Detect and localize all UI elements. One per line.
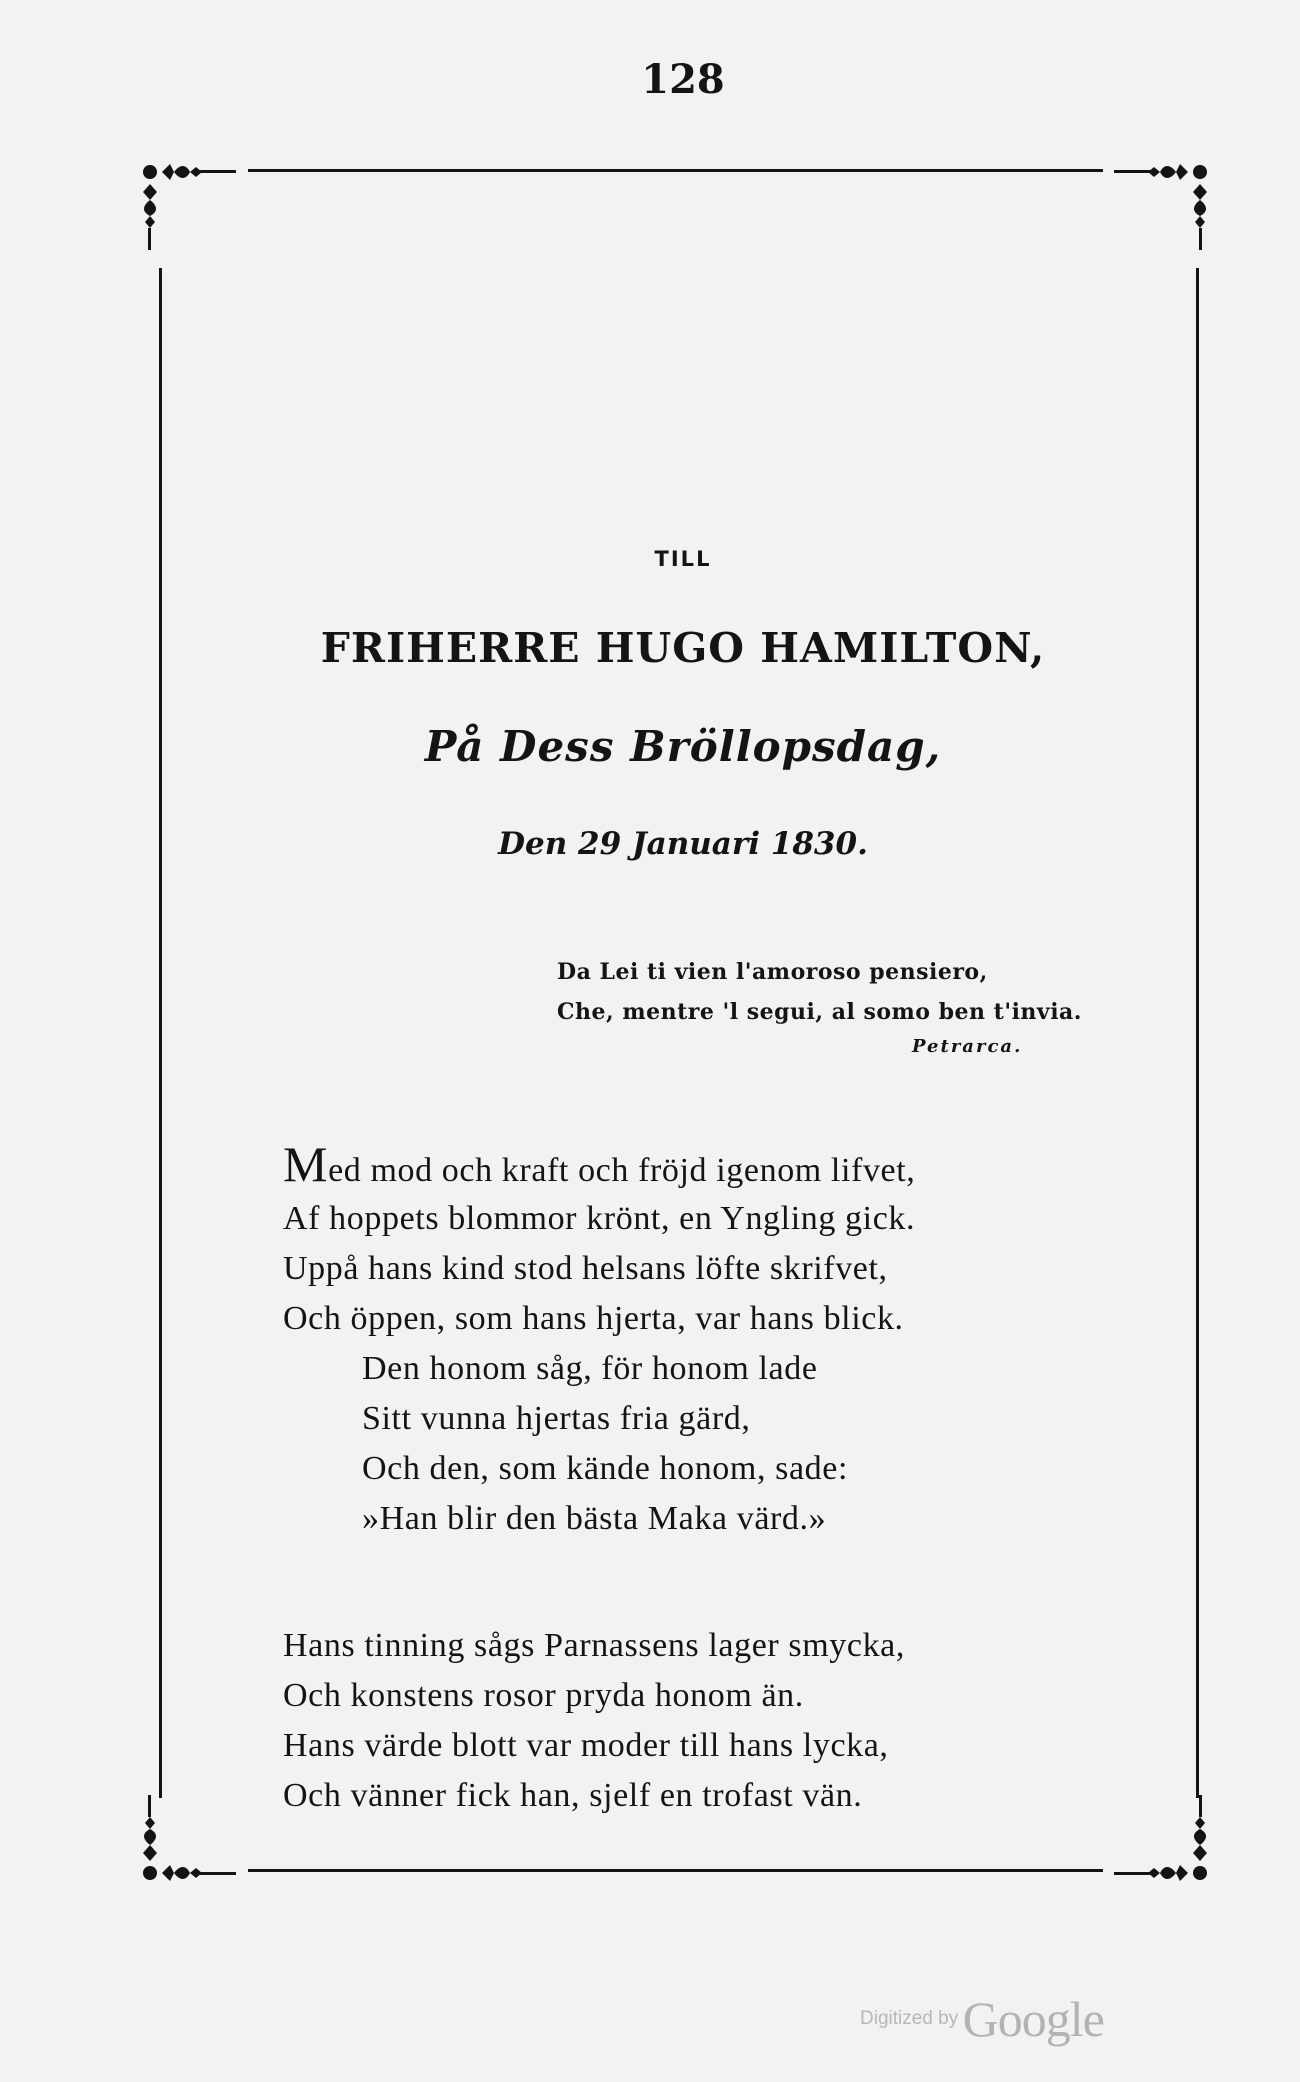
floral-corner-icon: [138, 150, 238, 250]
heading-occasion: På Dess Bröllopsdag,: [424, 722, 942, 771]
poem-line: Och den, som kände honom, sade:: [362, 1450, 849, 1487]
epigraph-line: Che, mentre 'l segui, al somo ben t'invia.: [557, 999, 1082, 1025]
frame-line-left: [159, 268, 162, 1798]
heading-till: TILL: [654, 547, 712, 571]
watermark-brand: Google: [962, 1991, 1104, 2047]
poem-line: Den honom såg, för honom lade: [362, 1350, 818, 1387]
poem-line: Och vänner fick han, sjelf en trofast vän.: [283, 1777, 863, 1814]
poem-line: Och konstens rosor pryda honom än.: [283, 1677, 804, 1714]
epigraph-source: Petrarca.: [912, 1036, 1023, 1057]
floral-corner-icon: [1112, 1795, 1212, 1895]
poem-line: Sitt vunna hjertas fria gärd,: [362, 1400, 751, 1437]
poem-line: Uppå hans kind stod helsans löfte skrifvet,: [283, 1250, 888, 1287]
drop-cap: M: [283, 1136, 329, 1192]
stanza-1: [283, 1136, 916, 1544]
floral-corner-icon: [1112, 150, 1212, 250]
poem-line: Hans värde blott var moder till hans lycka,: [283, 1727, 889, 1764]
poem-line: [283, 1136, 916, 1194]
stanza-2: [283, 1621, 905, 1821]
poem-line: »Han blir den bästa Maka värd.»: [362, 1500, 827, 1537]
poem-line: Hans tinning sågs Parnassens lager smycka,: [283, 1627, 905, 1664]
heading-recipient: FRIHERRE HUGO HAMILTON,: [320, 624, 1046, 672]
frame-line-right: [1196, 268, 1199, 1798]
poem-line: Och öppen, som hans hjerta, var hans blick.: [283, 1300, 904, 1337]
poem-line: Af hoppets blommor krönt, en Yngling gick.: [283, 1200, 916, 1237]
poem-line-text: ed mod och kraft och fröjd igenom lifvet,: [328, 1152, 916, 1189]
frame-line-bottom: [248, 1869, 1103, 1872]
heading-date: Den 29 Januari 1830.: [498, 826, 868, 862]
floral-corner-icon: [138, 1795, 238, 1895]
epigraph-line: Da Lei ti vien l'amoroso pensiero,: [557, 959, 988, 985]
page-number: 128: [641, 56, 725, 103]
google-watermark: [860, 1990, 1104, 2048]
watermark-prefix: Digitized by: [860, 2008, 959, 2029]
epigraph: [557, 952, 1082, 1032]
frame-line-top: [248, 169, 1103, 172]
